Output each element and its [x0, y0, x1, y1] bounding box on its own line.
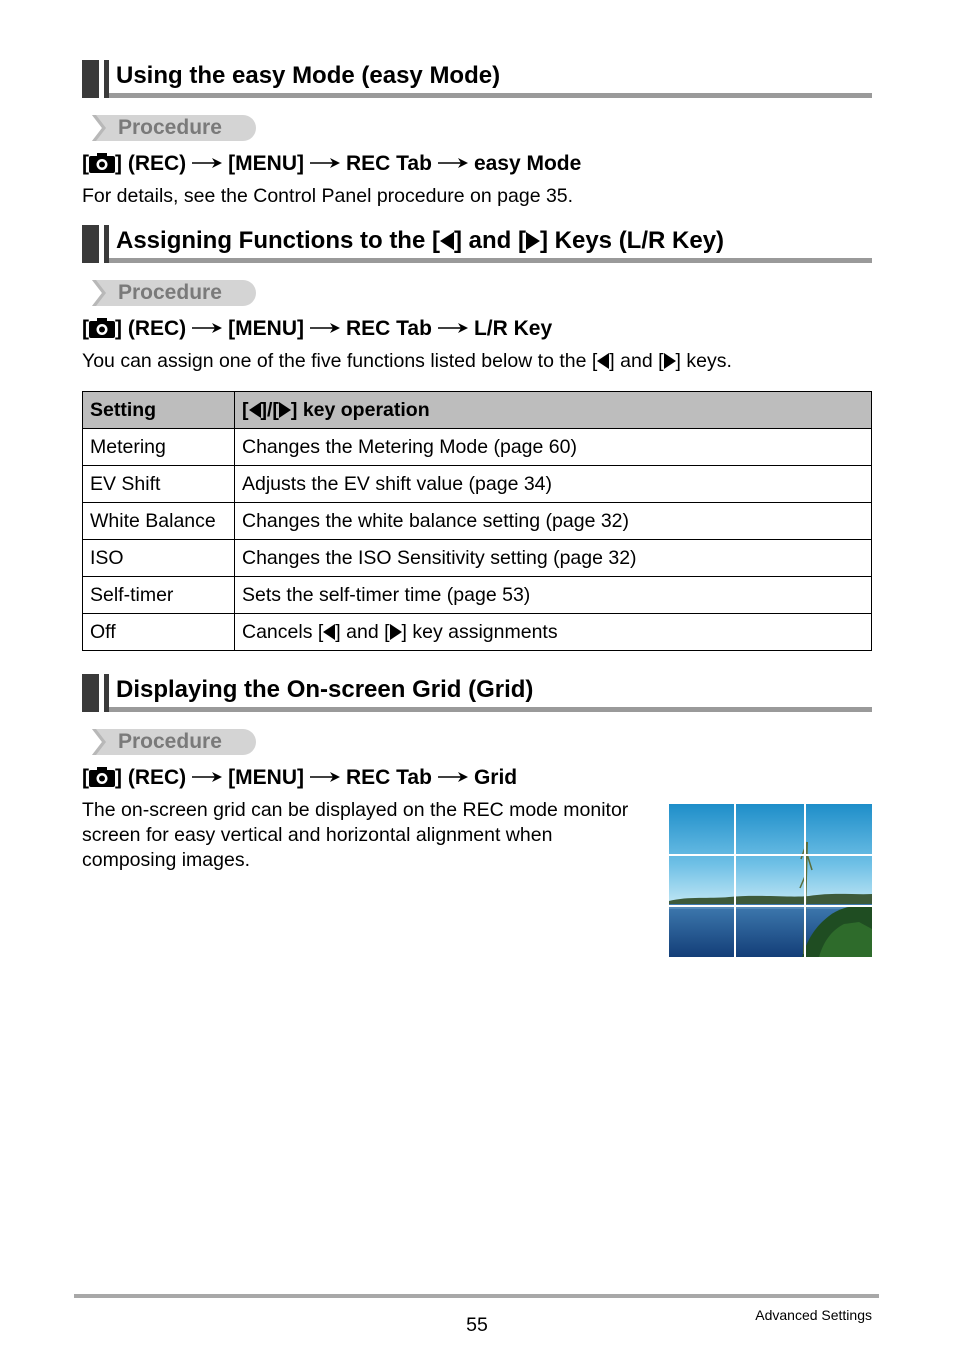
cell-setting: EV Shift	[83, 466, 235, 503]
section-title: Assigning Functions to the [ ] and [ ] Keys (L/R Key)	[116, 227, 725, 254]
footer-section-label: Advanced Settings	[755, 1307, 872, 1323]
section-title: Using the easy Mode (easy Mode)	[116, 62, 501, 89]
triangle-right-icon	[279, 402, 291, 418]
arrow-right-icon	[438, 158, 468, 168]
procedure-text: Procedure	[118, 281, 222, 304]
section-text: For details, see the Control Panel procedure on page 35.	[82, 185, 574, 207]
procedure-text: Procedure	[118, 730, 222, 753]
grid-example-photo	[669, 804, 872, 957]
page-number: 55	[466, 1314, 488, 1336]
camera-icon	[89, 153, 115, 173]
cell-operation: Changes the ISO Sensitivity setting (page 32)	[235, 540, 872, 577]
triangle-right-icon	[526, 232, 540, 250]
heading-rule	[109, 258, 872, 263]
cell-operation: Adjusts the EV shift value (page 34)	[235, 466, 872, 503]
header-setting: Setting	[83, 392, 235, 429]
triangle-right-icon	[664, 353, 676, 369]
header-key-operation: [ ]/[ ] key operation	[235, 392, 872, 429]
camera-icon	[89, 318, 115, 338]
table-row	[83, 429, 872, 466]
section-heading	[82, 60, 872, 98]
cell-operation: Sets the self-timer time (page 53)	[235, 577, 872, 614]
procedure-text: Procedure	[118, 116, 222, 139]
heading-bar	[82, 674, 99, 712]
heading-bar	[82, 60, 99, 98]
table-row	[83, 466, 872, 503]
table-row	[83, 614, 872, 651]
section-text: You can assign one of the five functions listed below to the [ ] and [ ] keys.	[82, 350, 732, 372]
menu-path: [ ] (REC) [MENU] REC Tab Grid	[82, 766, 518, 789]
table-header-row	[83, 392, 872, 429]
arrow-right-icon	[310, 158, 340, 168]
heading-bar	[82, 225, 99, 263]
key-operation-table	[82, 391, 872, 651]
arrow-right-icon	[310, 772, 340, 782]
cell-setting: Self-timer	[83, 577, 235, 614]
section-heading	[82, 225, 872, 263]
arrow-right-icon	[192, 323, 222, 333]
procedure-label	[82, 115, 256, 141]
arrow-right-icon	[192, 772, 222, 782]
triangle-right-icon	[390, 624, 402, 640]
footer-rule	[74, 1294, 879, 1298]
heading-rule	[109, 93, 872, 98]
section-heading	[82, 674, 872, 712]
table-row	[83, 503, 872, 540]
triangle-left-icon	[440, 232, 454, 250]
section-title: Displaying the On-screen Grid (Grid)	[116, 676, 534, 703]
cell-operation: Changes the Metering Mode (page 60)	[235, 429, 872, 466]
section-lr-key	[82, 225, 872, 374]
cell-setting: White Balance	[83, 503, 235, 540]
triangle-left-icon	[249, 402, 261, 418]
triangle-left-icon	[597, 353, 609, 369]
cell-setting: Metering	[83, 429, 235, 466]
cell-operation: Cancels [ ] and [ ] key assignments	[235, 614, 872, 651]
procedure-label	[82, 729, 256, 755]
camera-icon	[89, 767, 115, 787]
cell-setting: ISO	[83, 540, 235, 577]
table-row	[83, 540, 872, 577]
heading-rule	[109, 707, 872, 712]
arrow-right-icon	[438, 323, 468, 333]
arrow-right-icon	[310, 323, 340, 333]
arrow-right-icon	[192, 158, 222, 168]
triangle-left-icon	[323, 624, 335, 640]
section-grid	[82, 674, 872, 791]
table-row	[83, 577, 872, 614]
arrow-right-icon	[438, 772, 468, 782]
section-easy-mode	[82, 60, 872, 209]
grid-description: The on-screen grid can be displayed on the REC mode monitor screen for easy vertical and horizontal alignment when composing images.	[82, 799, 629, 871]
menu-path: [ ] (REC) [MENU] REC Tab easy Mode	[82, 152, 582, 175]
cell-setting: Off	[83, 614, 235, 651]
cell-operation: Changes the white balance setting (page 32)	[235, 503, 872, 540]
menu-path: [ ] (REC) [MENU] REC Tab L/R Key	[82, 317, 553, 340]
procedure-label	[82, 280, 256, 306]
